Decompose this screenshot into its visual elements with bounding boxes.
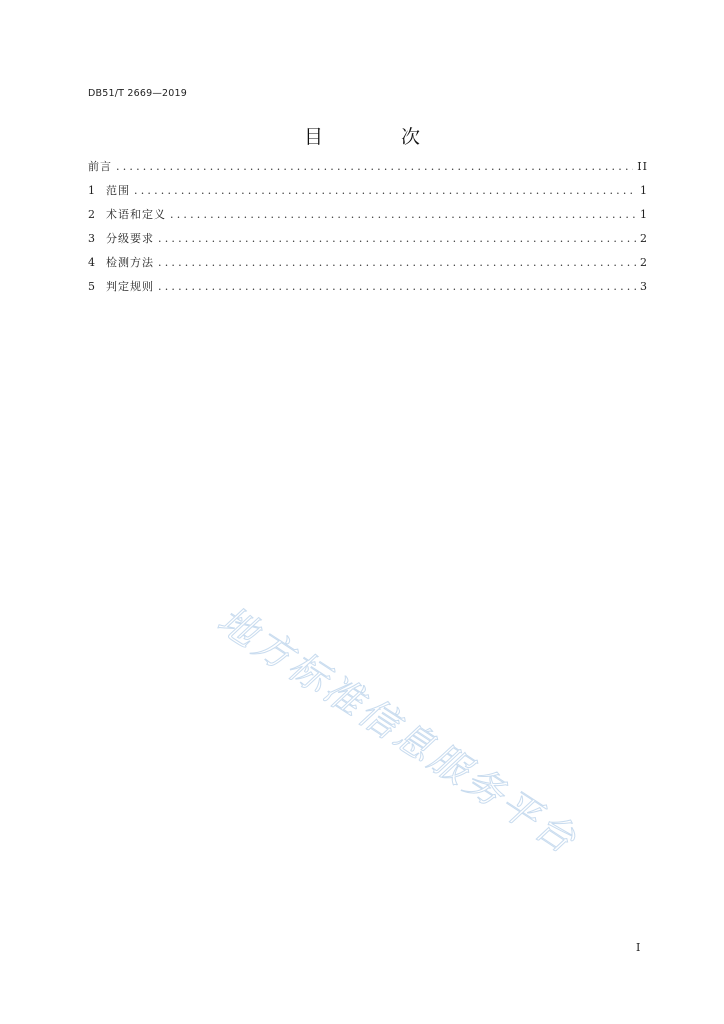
- toc-entry-page: II: [637, 160, 648, 173]
- toc-entry-label: 术语和定义: [106, 208, 166, 221]
- toc-entry-label: 判定规则: [106, 280, 154, 293]
- toc-leader-dots: [158, 280, 636, 293]
- toc-entry-number: 1: [88, 184, 95, 197]
- toc-entry-number: 5: [88, 280, 95, 293]
- toc-entry-terms[interactable]: [88, 206, 648, 230]
- toc-entry-grading[interactable]: [88, 230, 648, 254]
- toc-entry-scope[interactable]: [88, 182, 648, 206]
- toc-entry-page: 1: [640, 184, 648, 197]
- toc-entry-test-methods[interactable]: [88, 254, 648, 278]
- toc-entry-judgment-rules[interactable]: [88, 278, 648, 302]
- toc-entry-page: 3: [640, 280, 648, 293]
- toc-entry-number: 4: [88, 256, 95, 269]
- toc-entry-number: 2: [88, 208, 95, 221]
- toc-entry-page: 2: [640, 232, 648, 245]
- toc-leader-dots: [158, 232, 636, 245]
- toc-entry-page: 2: [640, 256, 648, 269]
- toc-title: 目 次: [303, 126, 457, 148]
- toc-entry-number: 3: [88, 232, 95, 245]
- table-of-contents: [88, 158, 648, 302]
- toc-entry-page: 1: [640, 208, 648, 221]
- toc-entry-label: 检测方法: [106, 256, 154, 269]
- document-code: DB51/T 2669—2019: [88, 88, 187, 99]
- toc-entry-label: 范围: [106, 184, 130, 197]
- toc-leader-dots: [134, 184, 636, 197]
- toc-entry-foreword[interactable]: [88, 158, 648, 182]
- toc-leader-dots: [170, 208, 636, 221]
- page-number: I: [636, 941, 641, 954]
- toc-entry-label: 分级要求: [106, 232, 154, 245]
- toc-leader-dots: [116, 160, 633, 173]
- toc-leader-dots: [158, 256, 636, 269]
- toc-entry-label: 前言: [88, 160, 112, 173]
- watermark: 地方标准信息服务平台: [209, 597, 587, 864]
